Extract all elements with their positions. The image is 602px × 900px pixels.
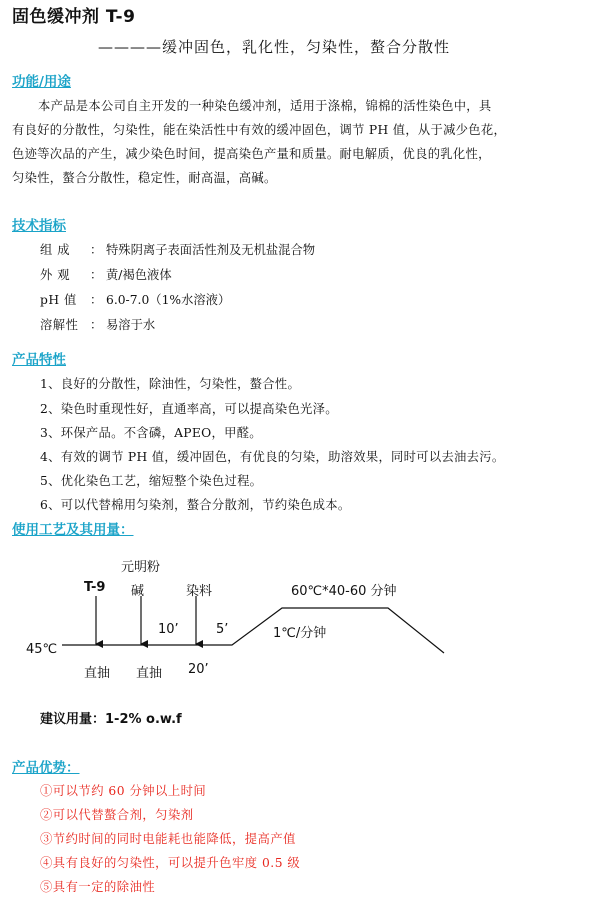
feature-item: 6、可以代替棉用匀染剂，螯合分散剂，节约染色成本。: [40, 498, 351, 512]
spec-separator: ：: [90, 293, 103, 307]
diagram-label-time1: 10’: [158, 622, 179, 637]
diagram-label-powder: 元明粉: [121, 560, 161, 575]
page-subtitle: ————缓冲固色，乳化性，匀染性，螯合分散性: [98, 38, 451, 56]
spec-key: 外 观: [40, 268, 71, 282]
spec-separator: ：: [90, 318, 103, 332]
diagram-label-start-temp: 45℃: [26, 642, 58, 657]
function-paragraph: [12, 94, 592, 190]
function-line: 匀染性，螯合分散性，稳定性，耐高温，高碱。: [12, 171, 277, 185]
diagram-label-alkali: 碱: [131, 584, 145, 599]
spec-row-ph: [40, 290, 230, 308]
section-heading-features: 产品特性: [12, 352, 66, 368]
feature-item: 4、有效的调节 PH 值，缓冲固色，有优良的匀染，助溶效果，同时可以去油去污。: [40, 450, 505, 464]
diagram-label-dye: 染料: [186, 584, 213, 599]
advantage-item: ④具有良好的匀染性，可以提升色牢度 0.5 级: [40, 856, 301, 870]
page-title: 固色缓冲剂 T-9: [12, 7, 136, 27]
diagram-label-time2: 5’: [216, 622, 229, 637]
diagram-label-add2: 直抽: [136, 666, 163, 681]
feature-item: 1、良好的分散性，除油性，匀染性，螯合性。: [40, 377, 301, 391]
section-heading-advantages: 产品优势：: [12, 760, 80, 776]
advantage-item: ⑤具有一定的除油性: [40, 880, 156, 894]
spec-value: 黄/褐色液体: [106, 268, 172, 282]
function-line: 色迹等次品的产生，减少染色时间，提高染色产量和质量。耐电解质，优良的乳化性，: [12, 147, 491, 161]
diagram-label-add1: 直抽: [84, 666, 111, 681]
spec-row-solubility: [40, 315, 155, 333]
function-line: 有良好的分散性，匀染性，能在染活性中有效的缓冲固色，调节 PH 值，从于减少色花，: [12, 123, 507, 137]
spec-row-composition: [40, 240, 315, 258]
section-heading-process: 使用工艺及其用量：: [12, 522, 134, 538]
diagram-label-rate: 1℃/分钟: [273, 626, 327, 641]
feature-item: 5、优化染色工艺，缩短整个染色过程。: [40, 474, 263, 488]
temperature-profile-line: [62, 608, 444, 653]
section-heading-function: 功能/用途: [12, 74, 71, 90]
process-diagram: [0, 540, 602, 680]
spec-separator: ：: [90, 268, 103, 282]
diagram-label-hold: 60℃*40-60 分钟: [291, 584, 397, 599]
spec-value: 特殊阴离子表面活性剂及无机盐混合物: [106, 243, 316, 257]
diagram-label-t9: T-9: [84, 580, 106, 595]
feature-item: 3、环保产品。不含磷，APEO，甲醛。: [40, 426, 262, 440]
advantage-item: ③节约时间的同时电能耗也能降低，提高产值: [40, 832, 296, 846]
spec-value: 易溶于水: [106, 318, 156, 332]
recommended-dosage: 建议用量：1-2% o.w.f: [40, 712, 182, 727]
spec-key: pH 值: [40, 293, 77, 307]
feature-item: 2、染色时重现性好，直通率高，可以提高染色光泽。: [40, 402, 338, 416]
advantage-item: ②可以代替螯合剂，匀染剂: [40, 808, 194, 822]
spec-separator: ：: [90, 243, 103, 257]
diagram-label-time3: 20’: [188, 662, 209, 677]
spec-value: 6.0-7.0（1%水溶液）: [106, 293, 231, 307]
section-heading-specs: 技术指标: [12, 218, 66, 234]
function-line: 本产品是本公司自主开发的一种染色缓冲剂，适用于涤棉，锦棉的活性染色中，具: [38, 99, 492, 113]
spec-key: 溶解性: [40, 318, 79, 332]
spec-row-appearance: [40, 265, 172, 283]
advantage-item: ①可以节约 60 分钟以上时间: [40, 784, 207, 798]
spec-key: 组 成: [40, 243, 71, 257]
